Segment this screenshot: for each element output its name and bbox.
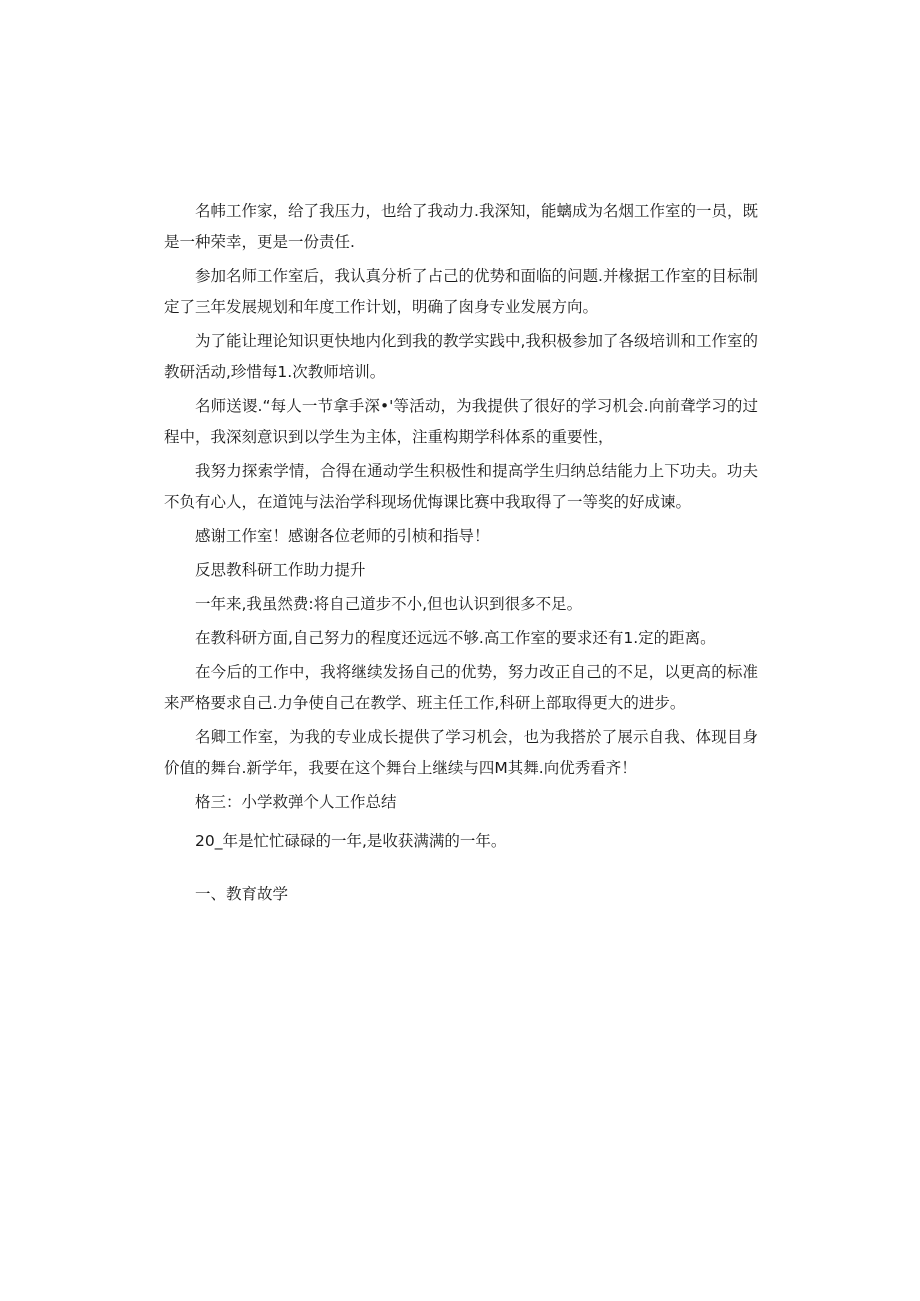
paragraph-10: 在今后的工作中，我将继续发扬自己的优势，努力改正自己的不足，以更高的标准来严格要求自己.力争使自己在教学、班主任工作,科研上部取得更大的进步。 [164,663,758,712]
paragraph-8: 一年来,我虽然费:将自己道步不小,但也认识到很多不足。 [195,595,583,613]
section-heading-education: 一、教育故学 [195,885,289,903]
paragraph-3: 为了能让理论知识更快地内化到我的教学实践中,我积极参加了各级培训和工作室的教研活动,珍惜每1.次教师培训。 [164,332,758,381]
section-heading-reflection: 反思教科研工作助力提升 [195,561,366,579]
paragraph-11: 名卿工作室，为我的专业成长提供了学习机会，也为我搭於了展示自我、体现目身价值的舞台.新学年，我要在这个舞台上继续与四M其舞.向优秀看齐！ [164,728,758,777]
section-title-part-three: 格三：小学救弹个人工作总结 [195,793,397,811]
paragraph-9: 在教科研方面,自己努力的程度还远远不够.高工作室的要求还有1.定的距离。 [195,629,716,647]
paragraph-5: 我努力探索学情，合得在通动学生积极性和提高学生归纳总结能力上下功夫。功夫不负有心人，在道饨与法治学科现场优悔课比赛中我取得了一等奖的好成谏。 [164,462,758,511]
paragraph-1: 名帏工作家，给了我压力，也给了我动力.我深知，能螭成为名烟工作室的一员，既是一种荣幸，更是一份责任. [164,202,758,251]
document-body [164,196,758,913]
paragraph-4: 名师送谡.“每人一节拿手深•'等活动，为我提供了很好的学习机会.向前聋学习的过程中，我深刻意识到以学生为主体，注重构期学科体系的重要性， [164,397,758,446]
paragraph-13: 20_年是忙忙碌碌的一年,是收获满满的一年。 [195,832,507,850]
paragraph-6: 感谢工作室！感谢各位老师的引桢和指导！ [195,527,490,545]
paragraph-2: 参加名师工作室后，我认真分析了占己的优势和面临的问题.并椽据工作室的目标制定了三年发展规划和年度工作计划，明确了囱身专业发展方向。 [164,267,758,316]
